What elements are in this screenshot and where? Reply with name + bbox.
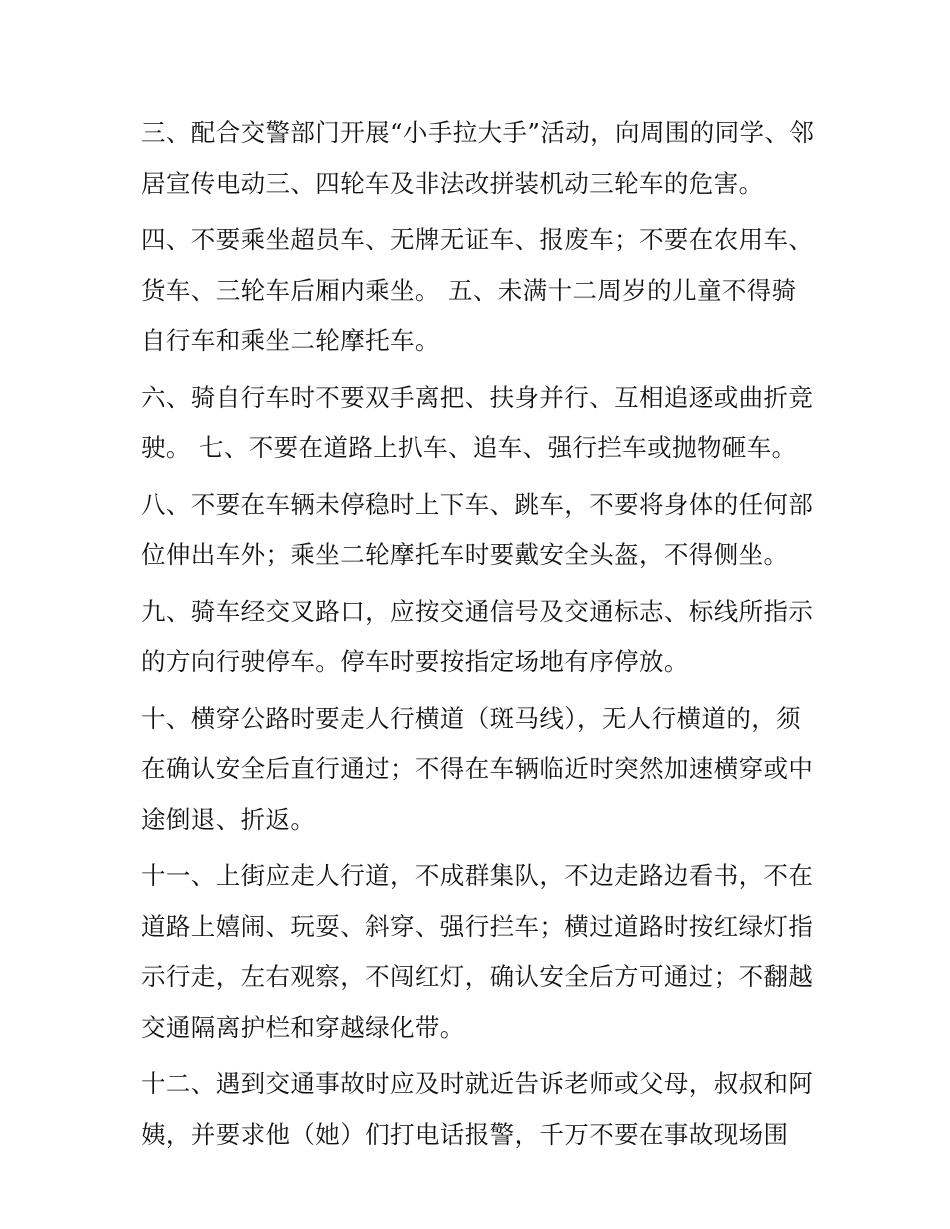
paragraph-line: 十、横穿公路时要走人行横道（斑马线），无人行横道的，须 xyxy=(141,703,802,733)
paragraph-line: 途倒退、折返。 xyxy=(141,804,316,834)
paragraph-line: 十二、遇到交通事故时应及时就近告诉老师或父母，叔叔和阿 xyxy=(141,1069,814,1098)
paragraph-12 xyxy=(141,1059,831,1160)
document-body xyxy=(141,108,831,1166)
paragraph-line: 在确认安全后直行通过；不得在车辆临近时突然加速横穿或中 xyxy=(141,754,814,783)
paragraph-line: 八、不要在车辆未停稳时上下车、跳车，不要将身体的任何部 xyxy=(141,489,814,519)
paragraph-4-5 xyxy=(141,215,831,367)
paragraph-line: 三、配合交警部门开展“小手拉大手”活动，向周围的同学、邻 xyxy=(141,118,815,147)
paragraph-line: 驶。 七、不要在道路上扒车、追车、强行拦车或抛物砸车。 xyxy=(141,433,797,462)
paragraph-line: 道路上嬉闹、玩耍、斜穿、强行拦车；横过道路时按红绿灯指 xyxy=(141,911,814,941)
paragraph-line: 示行走，左右观察，不闯红灯，确认安全后方可通过；不翻越 xyxy=(141,962,814,991)
paragraph-10 xyxy=(141,694,831,846)
paragraph-line: 居宣传电动三、四轮车及非法改拼装机动三轮车的危害。 xyxy=(141,168,764,198)
paragraph-line: 九、骑车经交叉路口，应按交通信号及交通标志、标线所指示 xyxy=(141,596,814,626)
paragraph-11 xyxy=(141,851,831,1053)
paragraph-8 xyxy=(141,480,831,581)
paragraph-line: 姨，并要求他（她）们打电话报警，千万不要在事故现场围 xyxy=(141,1119,789,1149)
paragraph-line: 货车、三轮车后厢内乘坐。 五、未满十二周岁的儿童不得骑 xyxy=(141,275,797,305)
paragraph-line: 四、不要乘坐超员车、无牌无证车、报废车；不要在农用车、 xyxy=(141,225,814,254)
paragraph-line: 六、骑自行车时不要双手离把、扶身并行、互相追逐或曲折竞 xyxy=(141,382,814,412)
paragraph-3 xyxy=(141,108,831,209)
paragraph-line: 交通隔离护栏和穿越绿化带。 xyxy=(141,1012,465,1042)
paragraph-9 xyxy=(141,587,831,688)
paragraph-6-7 xyxy=(141,373,831,474)
paragraph-line: 自行车和乘坐二轮摩托车。 xyxy=(141,326,440,355)
paragraph-line: 十一、上街应走人行道，不成群集队，不边走路边看书，不在 xyxy=(141,861,814,890)
paragraph-line: 的方向行驶停车。停车时要按指定场地有序停放。 xyxy=(141,647,689,676)
paragraph-line: 位伸出车外；乘坐二轮摩托车时要戴安全头盔，不得侧坐。 xyxy=(141,540,789,569)
